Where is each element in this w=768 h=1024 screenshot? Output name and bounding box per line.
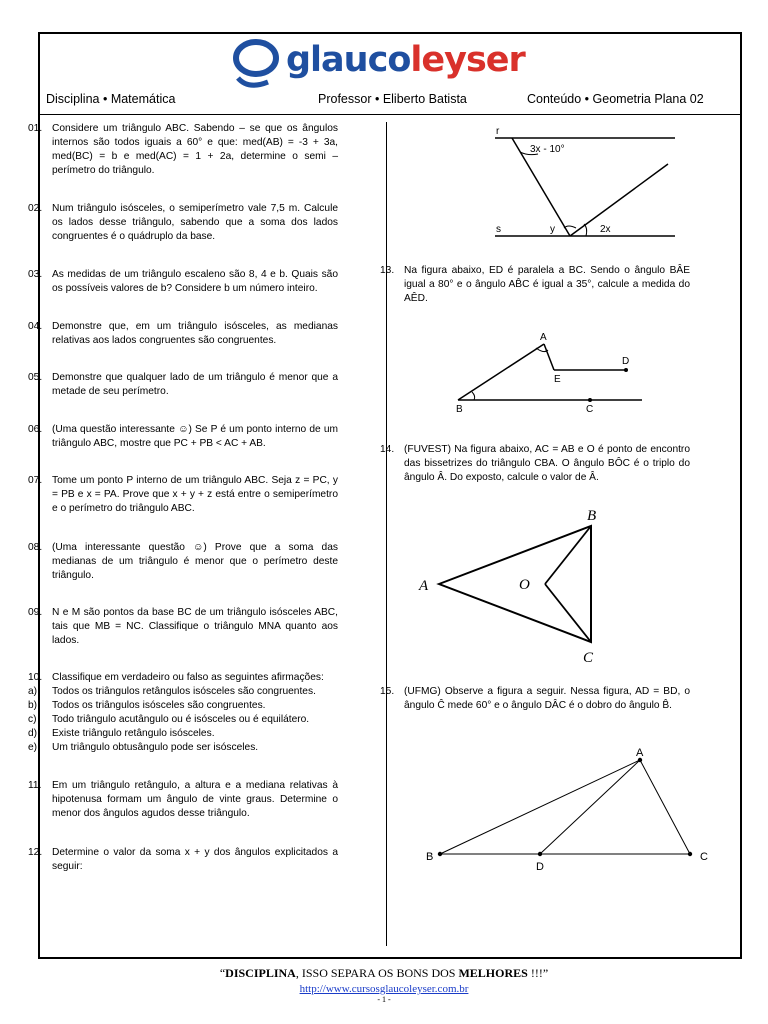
footer-url-link[interactable]: http://www.cursosglaucoleyser.com.br bbox=[299, 983, 469, 995]
question-09: 09. N e M são pontos da base BC de um triângulo isósceles ABC, tais que MB = NC. Classifique o triângulo MNA quanto aos lados. bbox=[28, 607, 338, 646]
figure-12 bbox=[490, 124, 680, 244]
fig12-label-y: y bbox=[550, 224, 555, 235]
question-10: 10. Classifique em verdadeiro ou falso as seguintes afirmações: bbox=[28, 672, 324, 683]
fig15-label-C: C bbox=[700, 851, 708, 863]
logo-mark-icon bbox=[228, 36, 290, 94]
question-14: 14. (FUVEST) Na figura abaixo, AC = AB e O é ponto de encontro das bissetrizes do triângulo CBA. O ângulo BÔC é o triplo do ângulo Â. Do exposto, calcule o valor de Â. bbox=[380, 444, 690, 483]
fig15-label-A: A bbox=[636, 747, 644, 759]
fig13-label-B: B bbox=[456, 404, 463, 415]
question-05: 05. Demonstre que qualquer lado de um triângulo é menor que a metade de seu perímetro. bbox=[28, 372, 338, 397]
question-01: 01. Considere um triângulo ABC. Sabendo – se que os ângulos internos são todos iguais a 60° e que: med(AB) = -3 + 3a, med(BC) = b e med(AC) = 1 + 2a, determine o semi – perímetro do triângulo. bbox=[28, 123, 338, 176]
header-divider bbox=[40, 114, 740, 115]
glaucoleyser-logo bbox=[228, 36, 558, 94]
question-15: 15. (UFMG) Observe a figura a seguir. Nessa figura, AD = BD, o ângulo Ĉ mede 60° e o ângulo DÂC é o dobro do ângulo B̂. bbox=[380, 686, 690, 711]
item-10e: e) Um triângulo obtusângulo pode ser isósceles. bbox=[28, 742, 259, 753]
fig15-label-B: B bbox=[426, 851, 434, 863]
question-11: 11. Em um triângulo retângulo, a altura e a mediana relativas à hipotenusa formam um ângulo de vinte graus. Determine o menor dos ângulos agudos desse triângulo. bbox=[28, 780, 338, 819]
fig12-label-angle2: 2x bbox=[600, 224, 611, 235]
footer bbox=[0, 966, 768, 1004]
question-04: 04. Demonstre que, em um triângulo isósceles, as medianas relativas aos lados congruentes são congruentes. bbox=[28, 321, 338, 346]
item-10b: b) Todos os triângulos isósceles são congruentes. bbox=[28, 700, 266, 711]
question-06: 06. (Uma questão interessante ☺) Se P é um ponto interno de um triângulo ABC, mostre que PC + PB < AC + AB. bbox=[28, 424, 338, 449]
logo-text-glauco: glauco bbox=[286, 40, 411, 80]
page-number: - 1 - bbox=[377, 995, 391, 1004]
fig12-label-s: s bbox=[496, 224, 501, 235]
item-10a: a) Todos os triângulos retângulos isósceles são congruentes. bbox=[28, 686, 316, 697]
fig13-label-C: C bbox=[586, 404, 594, 415]
professor-label: Professor • Eliberto Batista bbox=[318, 92, 467, 106]
item-10d: d) Existe triângulo retângulo isósceles. bbox=[28, 728, 215, 739]
discipline-label: Disciplina • Matemática bbox=[46, 92, 176, 106]
question-08: 08. (Uma interessante questão ☺) Prove que a soma das medianas de um triângulo é menor que o perímetro deste triângulo. bbox=[28, 542, 338, 581]
fig12-label-angle1: 3x - 10° bbox=[530, 144, 565, 155]
header-info bbox=[40, 92, 740, 112]
content-label: Conteúdo • Geometria Plana 02 bbox=[527, 92, 704, 106]
fig13-label-D: D bbox=[622, 356, 630, 367]
footer-motto: “DISCIPLINA, ISSO SEPARA OS BONS DOS MELHORES !!!” bbox=[219, 966, 549, 980]
item-10c: c) Todo triângulo acutângulo ou é isósceles ou é equilátero. bbox=[28, 714, 310, 725]
fig13-label-E: E bbox=[554, 374, 561, 385]
figure-15 bbox=[422, 742, 722, 874]
figure-13 bbox=[450, 330, 645, 418]
question-03: 03. As medidas de um triângulo escaleno são 8, 4 e b. Quais são os possíveis valores de b? Considere b um número inteiro. bbox=[28, 269, 338, 294]
column-divider bbox=[386, 122, 387, 946]
fig12-label-r: r bbox=[496, 126, 500, 137]
fig14-label-B: B bbox=[587, 508, 597, 524]
fig14-label-C: C bbox=[583, 650, 594, 666]
figure-14 bbox=[415, 502, 615, 670]
fig15-label-D: D bbox=[536, 861, 544, 873]
fig14-label-O: O bbox=[519, 577, 530, 593]
question-07: 07. Tome um ponto P interno de um triângulo ABC. Seja z = PC, y = PB e x = PA. Prove que x + y + z está entre o semiperímetro e o perímetro do triângulo ABC. bbox=[28, 475, 338, 514]
question-12: 12. Determine o valor da soma x + y dos ângulos explicitados a seguir: bbox=[28, 847, 338, 872]
fig14-label-A: A bbox=[419, 578, 429, 594]
logo-text-leyser: leyser bbox=[410, 40, 525, 80]
question-13: 13. Na figura abaixo, ED é paralela a BC. Sendo o ângulo BÂE igual a 80° e o ângulo AB̂C é igual a 35°, calcule a medida do AÊD. bbox=[380, 265, 690, 304]
fig13-label-A: A bbox=[540, 332, 547, 343]
question-02: 02. Num triângulo isósceles, o semiperímetro vale 7,5 m. Calcule os lados desse triângulo, sabendo que a soma dos lados congruentes é o quádruplo da base. bbox=[28, 203, 338, 242]
